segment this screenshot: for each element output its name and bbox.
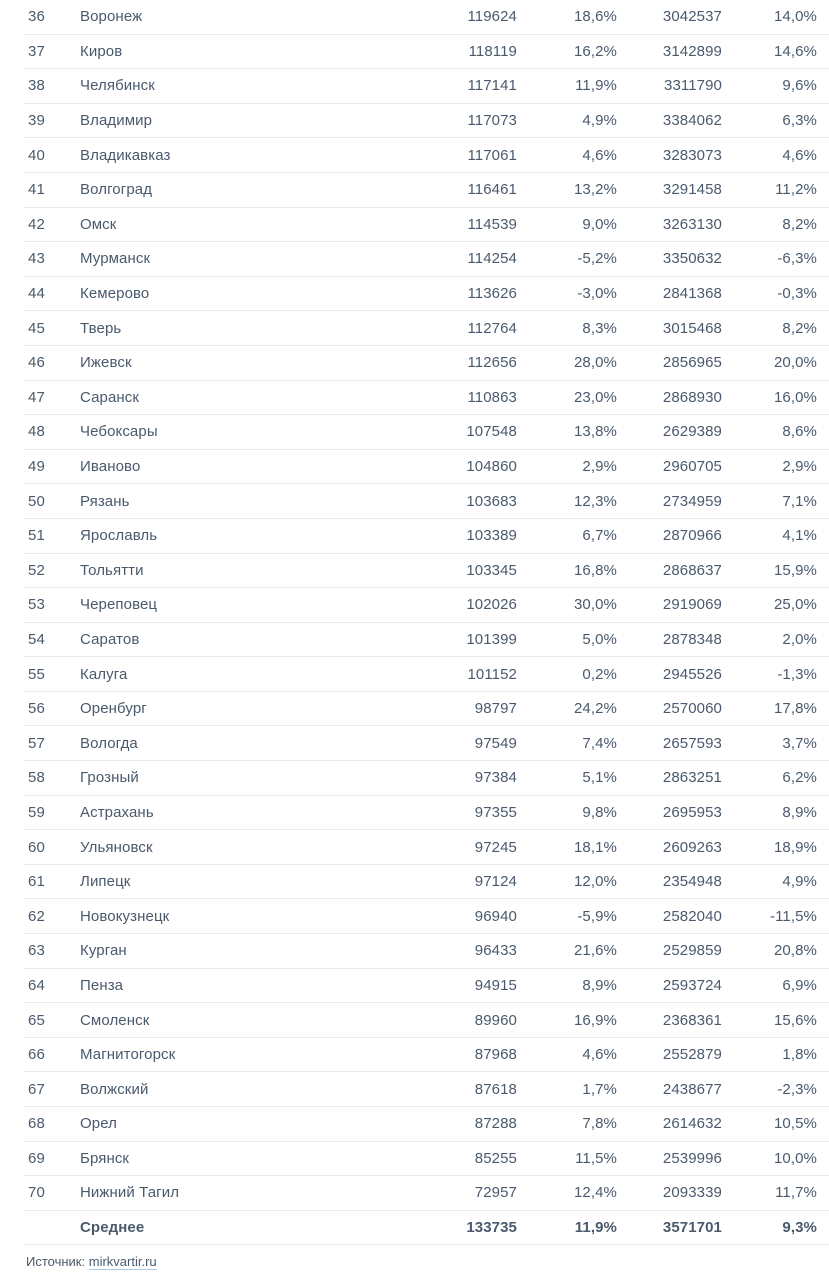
price-per-m2-cell: 103683: [466, 492, 517, 510]
rank-cell: 56: [28, 700, 45, 718]
price-change-cell: 13,8%: [573, 423, 617, 441]
city-cell: Воронеж: [80, 8, 143, 26]
table-row: [23, 1176, 829, 1211]
apartment-price-cell: 3042537: [662, 8, 722, 26]
price-change-cell: 18,1%: [573, 838, 617, 856]
price-per-m2-cell: 96940: [474, 907, 517, 925]
table-row: [23, 484, 829, 519]
price-change-cell: 16,2%: [573, 42, 617, 60]
city-cell: Чебоксары: [80, 423, 158, 441]
city-cell: Омск: [80, 215, 117, 233]
price-change-cell: -5,2%: [577, 250, 617, 268]
summary-row: [23, 1211, 829, 1246]
city-cell: Рязань: [80, 492, 130, 510]
price-per-m2-cell: 117073: [467, 112, 517, 130]
rank-cell: 50: [28, 492, 45, 510]
city-cell: Ижевск: [80, 354, 132, 372]
rank-cell: 45: [28, 319, 45, 337]
price-change-cell: -5,9%: [577, 907, 617, 925]
apartment-price-cell: 2539996: [662, 1149, 722, 1167]
city-cell: Новокузнецк: [80, 907, 170, 925]
apartment-change-cell: 15,6%: [773, 1011, 817, 1029]
city-cell: Вологда: [80, 734, 138, 752]
apartment-price-cell: 2593724: [662, 976, 722, 994]
price-change-cell: 16,8%: [573, 561, 617, 579]
apartment-change-cell: -1,3%: [777, 665, 817, 683]
price-per-m2-cell: 104860: [466, 458, 517, 476]
rank-cell: 57: [28, 734, 45, 752]
city-cell: Смоленск: [80, 1011, 150, 1029]
table-row: [23, 934, 829, 969]
price-change-cell: 12,4%: [573, 1184, 617, 1202]
apartment-price-cell: 3311790: [664, 77, 722, 95]
table-row: [23, 104, 829, 139]
city-cell: Астрахань: [80, 803, 154, 821]
apartment-change-cell: 10,0%: [773, 1149, 817, 1167]
apartment-change-cell: -11,5%: [769, 907, 817, 925]
rank-cell: 69: [28, 1149, 45, 1167]
source-label: Источник:: [26, 1254, 86, 1270]
city-cell: Владикавказ: [80, 146, 171, 164]
apartment-price-cell: 2093339: [662, 1184, 722, 1202]
price-change-cell: 1,7%: [582, 1080, 617, 1098]
city-cell: Ярославль: [80, 527, 158, 545]
price-per-m2-cell: 97124: [474, 873, 517, 891]
rank-cell: 66: [28, 1046, 45, 1064]
apartment-price-cell: 2695953: [662, 803, 722, 821]
table-row: [23, 242, 829, 277]
price-per-m2-cell: 97245: [474, 838, 517, 856]
apartment-price-cell: 2529859: [662, 942, 722, 960]
city-cell: Саратов: [80, 630, 140, 648]
table-row: [23, 1072, 829, 1107]
price-change-cell: 4,6%: [582, 146, 617, 164]
apartment-change-cell: -2,3%: [777, 1080, 817, 1098]
table-row: [23, 69, 829, 104]
rank-cell: 46: [28, 354, 45, 372]
apartment-price-cell: 3263130: [662, 215, 722, 233]
price-change-cell: 8,9%: [582, 976, 617, 994]
rank-cell: 43: [28, 250, 45, 268]
rank-cell: 41: [28, 181, 45, 199]
table-row: [23, 381, 829, 416]
apartment-change-cell: 9,6%: [782, 77, 817, 95]
rank-cell: 39: [28, 112, 45, 130]
source-link[interactable]: mirkvartir.ru: [88, 1254, 157, 1270]
city-cell: Саранск: [80, 388, 140, 406]
apartment-change-cell: 6,2%: [782, 769, 817, 787]
apartment-change-cell: 4,6%: [782, 146, 817, 164]
summary-label: Среднее: [80, 1219, 145, 1237]
apartment-change-cell: 14,0%: [773, 8, 817, 26]
price-change-cell: 18,6%: [573, 8, 617, 26]
apartment-price-cell: 3384062: [662, 112, 722, 130]
apartment-change-cell: -6,3%: [777, 250, 817, 268]
apartment-price-cell: 3142899: [662, 42, 722, 60]
apartment-price-cell: 2629389: [662, 423, 722, 441]
price-per-m2-cell: 101399: [466, 630, 517, 648]
apartment-price-cell: 2614632: [662, 1115, 722, 1133]
apartment-change-cell: 20,0%: [773, 354, 817, 372]
price-change-cell: 2,9%: [582, 458, 617, 476]
city-cell: Мурманск: [80, 250, 151, 268]
price-per-m2-cell: 98797: [474, 700, 517, 718]
table-row: [23, 346, 829, 381]
price-per-m2-cell: 102026: [466, 596, 517, 614]
price-change-cell: 7,8%: [582, 1115, 617, 1133]
rank-cell: 36: [28, 8, 45, 26]
apartment-change-cell: 2,0%: [782, 630, 817, 648]
price-per-m2-cell: 133735: [466, 1219, 517, 1237]
rank-cell: 61: [28, 873, 45, 891]
price-per-m2-cell: 117141: [467, 77, 517, 95]
table-row: [23, 692, 829, 727]
apartment-change-cell: 8,2%: [782, 319, 817, 337]
price-per-m2-cell: 101152: [467, 665, 517, 683]
table-row: [23, 173, 829, 208]
apartment-change-cell: 4,9%: [782, 873, 817, 891]
price-per-m2-cell: 94915: [474, 976, 517, 994]
city-cell: Курган: [80, 942, 127, 960]
city-cell: Пенза: [80, 976, 124, 994]
price-change-cell: 30,0%: [573, 596, 617, 614]
apartment-change-cell: 25,0%: [773, 596, 817, 614]
city-cell: Калуга: [80, 665, 128, 683]
price-change-cell: 8,3%: [582, 319, 617, 337]
price-per-m2-cell: 103345: [466, 561, 517, 579]
apartment-price-cell: 3350632: [662, 250, 722, 268]
table-row: [23, 138, 829, 173]
table-row: [23, 969, 829, 1004]
price-per-m2-cell: 114539: [467, 215, 517, 233]
apartment-price-cell: 3571701: [662, 1219, 722, 1237]
price-per-m2-cell: 107548: [466, 423, 517, 441]
apartment-change-cell: 8,2%: [782, 215, 817, 233]
apartment-change-cell: 6,9%: [782, 976, 817, 994]
apartment-price-cell: 3015468: [662, 319, 722, 337]
price-per-m2-cell: 87618: [474, 1080, 517, 1098]
price-change-cell: 5,0%: [582, 630, 617, 648]
rank-cell: 44: [28, 285, 45, 303]
apartment-change-cell: 3,7%: [782, 734, 817, 752]
price-per-m2-cell: 113626: [467, 285, 517, 303]
apartment-price-cell: 2609263: [662, 838, 722, 856]
table-row: [23, 796, 829, 831]
city-cell: Волгоград: [80, 181, 153, 199]
rank-cell: 54: [28, 630, 45, 648]
price-per-m2-cell: 97355: [474, 803, 517, 821]
table-row: [23, 588, 829, 623]
table-row: [23, 1107, 829, 1142]
table-row: [23, 1142, 829, 1177]
price-change-cell: 11,5%: [575, 1149, 617, 1167]
price-change-cell: 28,0%: [573, 354, 617, 372]
city-cell: Кемерово: [80, 285, 150, 303]
price-per-m2-cell: 96433: [474, 942, 517, 960]
price-change-cell: 12,3%: [573, 492, 617, 510]
price-change-cell: 4,9%: [582, 112, 617, 130]
price-change-cell: 21,6%: [573, 942, 617, 960]
rank-cell: 40: [28, 146, 45, 164]
price-change-cell: 13,2%: [573, 181, 617, 199]
table-row: [23, 761, 829, 796]
price-per-m2-cell: 117061: [467, 146, 517, 164]
rank-cell: 38: [28, 77, 45, 95]
city-cell: Челябинск: [80, 77, 155, 95]
table-row: [23, 208, 829, 243]
apartment-change-cell: 17,8%: [773, 700, 817, 718]
apartment-change-cell: 4,1%: [782, 527, 817, 545]
apartment-price-cell: 2582040: [662, 907, 722, 925]
rank-cell: 55: [28, 665, 45, 683]
price-per-m2-cell: 110863: [467, 388, 517, 406]
rank-cell: 67: [28, 1080, 45, 1098]
rank-cell: 48: [28, 423, 45, 441]
price-change-cell: 0,2%: [582, 665, 617, 683]
price-per-m2-cell: 87968: [474, 1046, 517, 1064]
rank-cell: 58: [28, 769, 45, 787]
price-change-cell: 4,6%: [582, 1046, 617, 1064]
apartment-price-cell: 2870966: [662, 527, 722, 545]
city-cell: Иваново: [80, 458, 141, 476]
apartment-change-cell: 9,3%: [782, 1219, 817, 1237]
city-cell: Нижний Тагил: [80, 1184, 180, 1202]
rank-cell: 63: [28, 942, 45, 960]
rank-cell: 62: [28, 907, 45, 925]
apartment-price-cell: 2368361: [662, 1011, 722, 1029]
price-change-cell: 12,0%: [573, 873, 617, 891]
apartment-change-cell: 8,6%: [782, 423, 817, 441]
city-cell: Череповец: [80, 596, 158, 614]
apartment-price-cell: 2570060: [662, 700, 722, 718]
table-row: [23, 657, 829, 692]
apartment-change-cell: 11,7%: [775, 1184, 817, 1202]
table-row: [23, 554, 829, 589]
city-cell: Грозный: [80, 769, 139, 787]
city-cell: Владимир: [80, 112, 153, 130]
rank-cell: 59: [28, 803, 45, 821]
price-per-m2-cell: 97384: [474, 769, 517, 787]
price-per-m2-cell: 72957: [474, 1184, 517, 1202]
apartment-price-cell: 2945526: [662, 665, 722, 683]
price-per-m2-cell: 112656: [467, 354, 517, 372]
rank-cell: 53: [28, 596, 45, 614]
apartment-change-cell: 6,3%: [782, 112, 817, 130]
table-row: [23, 726, 829, 761]
apartment-change-cell: 10,5%: [773, 1115, 817, 1133]
table-row: [23, 0, 829, 35]
table-row: [23, 623, 829, 658]
city-cell: Липецк: [80, 873, 131, 891]
apartment-change-cell: 15,9%: [773, 561, 817, 579]
apartment-price-cell: 2868930: [662, 388, 722, 406]
apartment-change-cell: 20,8%: [773, 942, 817, 960]
price-per-m2-cell: 87288: [474, 1115, 517, 1133]
apartment-change-cell: 18,9%: [773, 838, 817, 856]
city-cell: Тольятти: [80, 561, 144, 579]
apartment-price-cell: 2868637: [662, 561, 722, 579]
city-cell: Ульяновск: [80, 838, 153, 856]
table-row: [23, 415, 829, 450]
table-row: [23, 1038, 829, 1073]
apartment-price-cell: 2734959: [662, 492, 722, 510]
source-line: [0, 1254, 829, 1269]
apartment-price-cell: 2919069: [662, 596, 722, 614]
city-cell: Брянск: [80, 1149, 130, 1167]
apartment-price-cell: 2841368: [662, 285, 722, 303]
apartment-change-cell: 11,2%: [775, 181, 817, 199]
table-row: [23, 899, 829, 934]
price-per-m2-cell: 114254: [467, 250, 517, 268]
apartment-price-cell: 2960705: [662, 458, 722, 476]
apartment-price-cell: 2657593: [662, 734, 722, 752]
apartment-price-cell: 2878348: [662, 630, 722, 648]
table-row: [23, 865, 829, 900]
apartment-change-cell: 8,9%: [782, 803, 817, 821]
table-row: [23, 311, 829, 346]
rank-cell: 51: [28, 527, 45, 545]
table-row: [23, 1003, 829, 1038]
apartment-price-cell: 2856965: [662, 354, 722, 372]
apartment-price-cell: 2354948: [662, 873, 722, 891]
city-cell: Оренбург: [80, 700, 147, 718]
apartment-price-cell: 3291458: [662, 181, 722, 199]
price-change-cell: 9,8%: [582, 803, 617, 821]
rank-cell: 70: [28, 1184, 45, 1202]
price-per-m2-cell: 97549: [474, 734, 517, 752]
price-change-cell: -3,0%: [577, 285, 617, 303]
city-cell: Киров: [80, 42, 123, 60]
price-change-cell: 9,0%: [582, 215, 617, 233]
price-per-m2-cell: 89960: [474, 1011, 517, 1029]
price-change-cell: 16,9%: [573, 1011, 617, 1029]
city-cell: Тверь: [80, 319, 122, 337]
apartment-price-cell: 2863251: [662, 769, 722, 787]
rank-cell: 68: [28, 1115, 45, 1133]
table-row: [23, 519, 829, 554]
table-body: [23, 0, 829, 1211]
table-row: [23, 277, 829, 312]
table-row: [23, 35, 829, 70]
city-cell: Волжский: [80, 1080, 149, 1098]
price-per-m2-cell: 116461: [467, 181, 517, 199]
price-per-m2-cell: 85255: [474, 1149, 517, 1167]
rank-cell: 37: [28, 42, 45, 60]
price-change-cell: 5,1%: [582, 769, 617, 787]
table-row: [23, 830, 829, 865]
rank-cell: 42: [28, 215, 45, 233]
city-cell: Орел: [80, 1115, 118, 1133]
city-cell: Магнитогорск: [80, 1046, 176, 1064]
price-change-cell: 23,0%: [573, 388, 617, 406]
rank-cell: 64: [28, 976, 45, 994]
table-row: [23, 450, 829, 485]
apartment-change-cell: 7,1%: [782, 492, 817, 510]
price-change-cell: 24,2%: [573, 700, 617, 718]
apartment-price-cell: 2552879: [662, 1046, 722, 1064]
rank-cell: 47: [28, 388, 45, 406]
apartment-change-cell: 16,0%: [773, 388, 817, 406]
rank-cell: 65: [28, 1011, 45, 1029]
price-per-m2-cell: 118119: [468, 42, 517, 60]
apartment-price-cell: 3283073: [662, 146, 722, 164]
rank-cell: 52: [28, 561, 45, 579]
apartment-change-cell: 14,6%: [773, 42, 817, 60]
rank-cell: 60: [28, 838, 45, 856]
price-per-m2-cell: 112764: [467, 319, 517, 337]
rank-cell: 49: [28, 458, 45, 476]
price-per-m2-cell: 119624: [467, 8, 517, 26]
apartment-change-cell: -0,3%: [777, 285, 817, 303]
price-change-cell: 11,9%: [574, 1219, 617, 1237]
apartment-price-cell: 2438677: [662, 1080, 722, 1098]
apartment-change-cell: 2,9%: [782, 458, 817, 476]
price-change-cell: 11,9%: [575, 77, 617, 95]
price-per-m2-cell: 103389: [466, 527, 517, 545]
price-change-cell: 6,7%: [582, 527, 617, 545]
price-change-cell: 7,4%: [582, 734, 617, 752]
apartment-change-cell: 1,8%: [782, 1046, 817, 1064]
